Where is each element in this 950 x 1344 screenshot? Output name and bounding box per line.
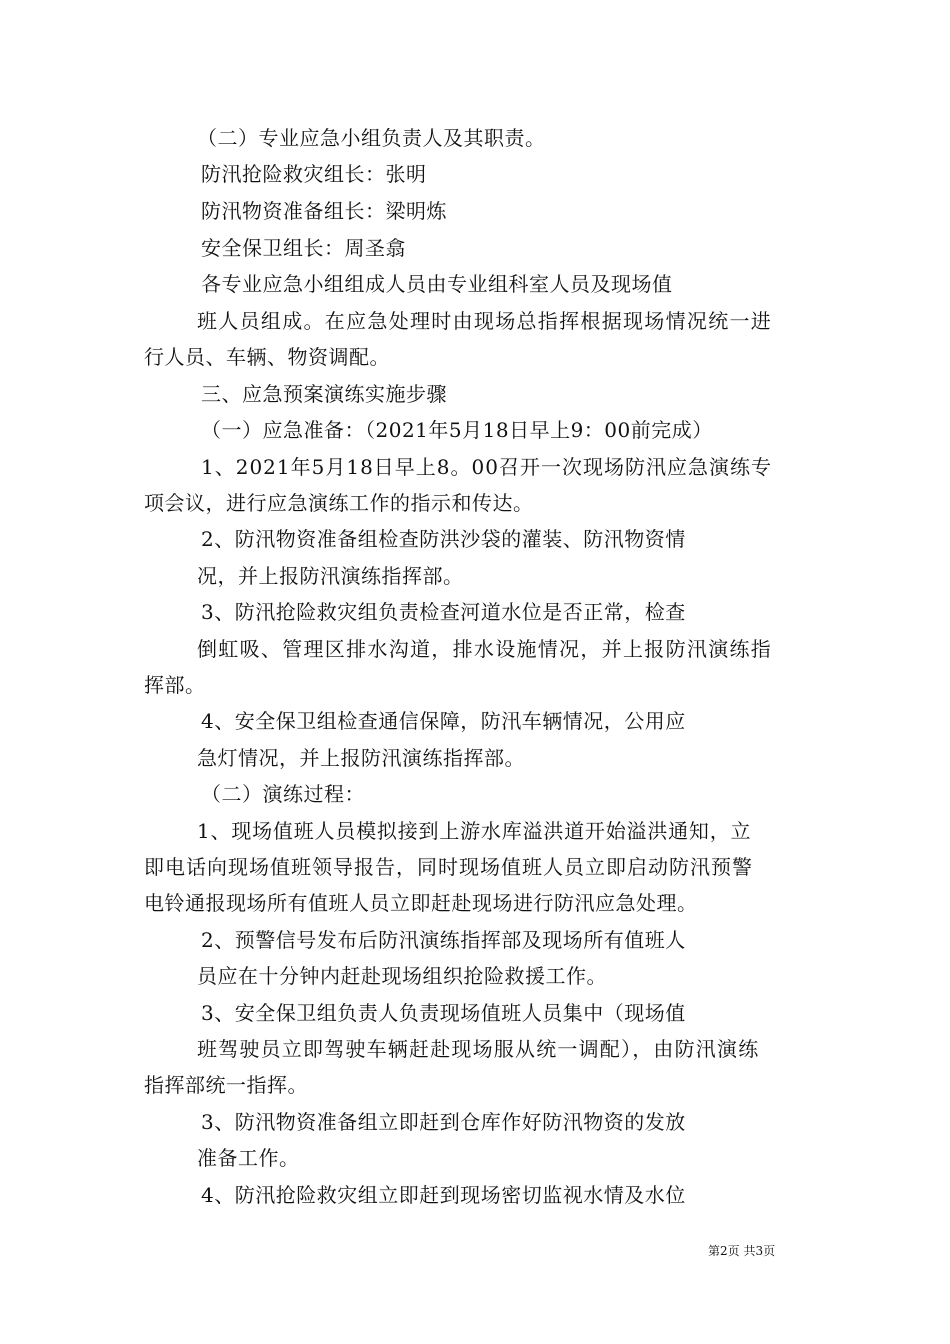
text-line-19: （二）演练过程：	[201, 782, 365, 806]
text-line-28: 3、防汛物资准备组立即赶到仓库作好防汛物资的发放	[201, 1110, 686, 1134]
text-line-30: 4、防汛抢险救灾组立即赶到现场密切监视水情及水位	[201, 1183, 686, 1207]
text-line-14: 3、防汛抢险救灾组负责检查河道水位是否正常，检查	[201, 600, 686, 624]
text-line-20: 1、现场值班人员模拟接到上游水库溢洪道开始溢洪通知，立	[197, 819, 752, 843]
text-line-21: 即电话向现场值班领导报告，同时现场值班人员立即启动防汛预警	[144, 855, 753, 879]
text-line-27: 指挥部统一指挥。	[144, 1073, 308, 1097]
text-line-18: 急灯情况，并上报防汛演练指挥部。	[197, 746, 525, 770]
text-line-25: 3、安全保卫组负责人负责现场值班人员集中（现场值	[201, 1001, 686, 1025]
text-line-4: 安全保卫组长：周圣翕	[201, 236, 406, 260]
text-line-5: 各专业应急小组组成人员由专业组科室人员及现场值	[201, 272, 673, 296]
text-line-7: 行人员、车辆、物资调配。	[144, 345, 390, 369]
text-line-15: 倒虹吸、管理区排水沟道，排水设施情况，并上报防汛演练指	[197, 637, 773, 661]
text-line-10: 1、2021年5月18日早上8。00召开一次现场防汛应急演练专	[201, 455, 772, 479]
text-line-3: 防汛物资准备组长：梁明炼	[201, 199, 447, 223]
text-line-22: 电铃通报现场所有值班人员立即赶赴现场进行防汛应急处理。	[144, 891, 698, 915]
text-line-6: 班人员组成。在应急处理时由现场总指挥根据现场情况统一进	[197, 309, 773, 333]
text-line-1: （二）专业应急小组负责人及其职责。	[197, 126, 546, 150]
text-line-2: 防汛抢险救灾组长：张明	[201, 162, 427, 186]
text-line-13: 况，并上报防汛演练指挥部。	[197, 564, 464, 588]
text-line-11: 项会议，进行应急演练工作的指示和传达。	[144, 491, 534, 515]
text-line-26: 班驾驶员立即驾驶车辆赶赴现场服从统一调配），由防汛演练	[197, 1037, 760, 1061]
text-line-16: 挥部。	[144, 673, 206, 697]
text-line-9: （一）应急准备：（2021年5月18日早上9：00前完成）	[201, 418, 713, 442]
text-line-17: 4、安全保卫组检查通信保障，防汛车辆情况，公用应	[201, 709, 686, 733]
text-line-23: 2、预警信号发布后防汛演练指挥部及现场所有值班人	[201, 928, 686, 952]
text-line-29: 准备工作。	[197, 1146, 300, 1170]
text-line-24: 员应在十分钟内赶赴现场组织抢险救援工作。	[197, 964, 607, 988]
text-line-8: 三、应急预案演练实施步骤	[201, 382, 447, 406]
text-line-12: 2、防汛物资准备组检查防洪沙袋的灌装、防汛物资情	[201, 527, 686, 551]
page-number-footer: 第2页 共3页	[708, 1244, 776, 1258]
